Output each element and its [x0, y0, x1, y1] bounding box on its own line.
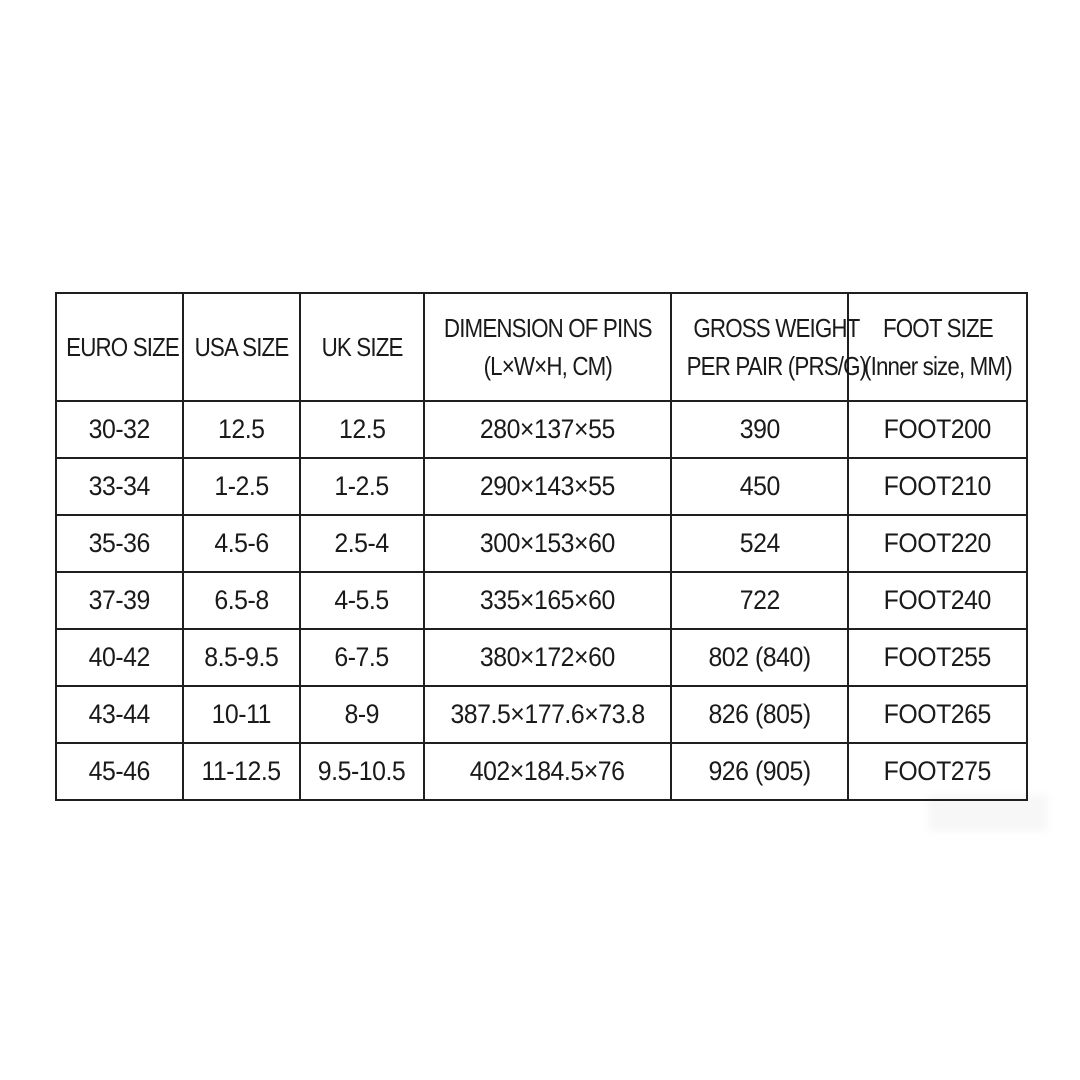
cell-foot-size: [848, 629, 1027, 686]
cell-usa-size: [183, 743, 300, 800]
cell-text: 335×165×60: [480, 585, 615, 615]
cell-dimension: [424, 743, 671, 800]
cell-dimension: [424, 629, 671, 686]
cell-text: 37-39: [88, 585, 151, 615]
cell-uk-size: [300, 743, 424, 800]
cell-uk-size: [300, 629, 424, 686]
cell-text: 2.5-4: [334, 528, 390, 558]
cell-text: 6.5-8: [214, 585, 269, 615]
cell-gross-weight: [671, 629, 848, 686]
cell-euro-size: [56, 458, 183, 515]
cell-gross-weight: [671, 572, 848, 629]
cell-gross-weight: [671, 458, 848, 515]
cell-text: 8-9: [344, 699, 380, 729]
table-row: [56, 743, 1027, 800]
header-foot-size: FOOT SIZE (Inner size, MM): [848, 293, 1027, 401]
cell-text: 10-11: [211, 699, 272, 729]
cell-text: 8.5-9.5: [204, 642, 279, 672]
table-row: [56, 401, 1027, 458]
table-row: [56, 572, 1027, 629]
cell-uk-size: [300, 686, 424, 743]
cell-text: 802 (840): [708, 642, 811, 672]
cell-foot-size: [848, 401, 1027, 458]
cell-text: 387.5×177.6×73.8: [450, 699, 645, 729]
cell-text: 926 (905): [708, 756, 811, 786]
cell-text: FOOT210: [883, 471, 992, 501]
cell-text: 524: [739, 528, 780, 558]
cell-text: 9.5-10.5: [318, 756, 406, 786]
cell-dimension: [424, 515, 671, 572]
cell-text: 722: [739, 585, 780, 615]
cell-text: 45-46: [88, 756, 151, 786]
cell-text: 390: [739, 414, 780, 444]
cell-text: 380×172×60: [480, 642, 615, 672]
header-row: [56, 293, 1027, 401]
table-row: [56, 515, 1027, 572]
cell-foot-size: [848, 686, 1027, 743]
cell-usa-size: [183, 401, 300, 458]
cell-euro-size: [56, 401, 183, 458]
cell-gross-weight: [671, 686, 848, 743]
table-row: [56, 686, 1027, 743]
cell-usa-size: [183, 572, 300, 629]
cell-text: 1-2.5: [334, 471, 390, 501]
cell-text: 826 (805): [708, 699, 811, 729]
cell-usa-size: [183, 629, 300, 686]
cell-foot-size: [848, 572, 1027, 629]
cell-uk-size: [300, 515, 424, 572]
header-uk-size: UK SIZE: [300, 293, 424, 401]
cell-text: 35-36: [88, 528, 151, 558]
cell-euro-size: [56, 515, 183, 572]
cell-dimension: [424, 458, 671, 515]
cell-text: 4-5.5: [334, 585, 390, 615]
cell-dimension: [424, 401, 671, 458]
cell-uk-size: [300, 401, 424, 458]
cell-euro-size: [56, 743, 183, 800]
cell-text: 280×137×55: [480, 414, 615, 444]
cell-foot-size: [848, 743, 1027, 800]
cell-usa-size: [183, 686, 300, 743]
cell-text: 300×153×60: [480, 528, 615, 558]
cell-text: FOOT240: [883, 585, 992, 615]
cell-dimension: [424, 686, 671, 743]
cell-text: 11-12.5: [201, 756, 282, 786]
table-body: [56, 401, 1027, 800]
cell-text: FOOT265: [883, 699, 992, 729]
cell-gross-weight: [671, 401, 848, 458]
table-row: [56, 458, 1027, 515]
cell-uk-size: [300, 572, 424, 629]
cell-text: FOOT220: [883, 528, 992, 558]
cell-text: 4.5-6: [214, 528, 269, 558]
cell-uk-size: [300, 458, 424, 515]
cell-text: 6-7.5: [334, 642, 390, 672]
cell-text: 30-32: [88, 414, 151, 444]
cell-euro-size: [56, 629, 183, 686]
header-dimension-of-pins: DIMENSION OF PINS (L×W×H, CM): [424, 293, 671, 401]
cell-foot-size: [848, 458, 1027, 515]
cell-dimension: [424, 572, 671, 629]
size-chart-table: [55, 292, 1028, 801]
header-euro-size: EURO SIZE: [56, 293, 183, 401]
cell-usa-size: [183, 458, 300, 515]
cell-euro-size: [56, 572, 183, 629]
table-row: [56, 629, 1027, 686]
cell-text: 33-34: [88, 471, 151, 501]
header-usa-size: USA SIZE: [183, 293, 300, 401]
cell-text: 1-2.5: [214, 471, 269, 501]
cell-euro-size: [56, 686, 183, 743]
cell-gross-weight: [671, 515, 848, 572]
cell-text: 12.5: [338, 414, 386, 444]
cell-usa-size: [183, 515, 300, 572]
cell-text: 43-44: [88, 699, 151, 729]
cell-text: 450: [739, 471, 780, 501]
cell-foot-size: [848, 515, 1027, 572]
cell-text: FOOT275: [883, 756, 992, 786]
cell-text: FOOT200: [883, 414, 992, 444]
cell-text: 402×184.5×76: [470, 756, 625, 786]
cell-text: FOOT255: [883, 642, 992, 672]
cell-text: 290×143×55: [480, 471, 615, 501]
cell-gross-weight: [671, 743, 848, 800]
header-gross-weight: GROSS WEIGHT PER PAIR (PRS/G): [671, 293, 848, 401]
cell-text: 40-42: [88, 642, 151, 672]
cell-text: 12.5: [218, 414, 265, 444]
